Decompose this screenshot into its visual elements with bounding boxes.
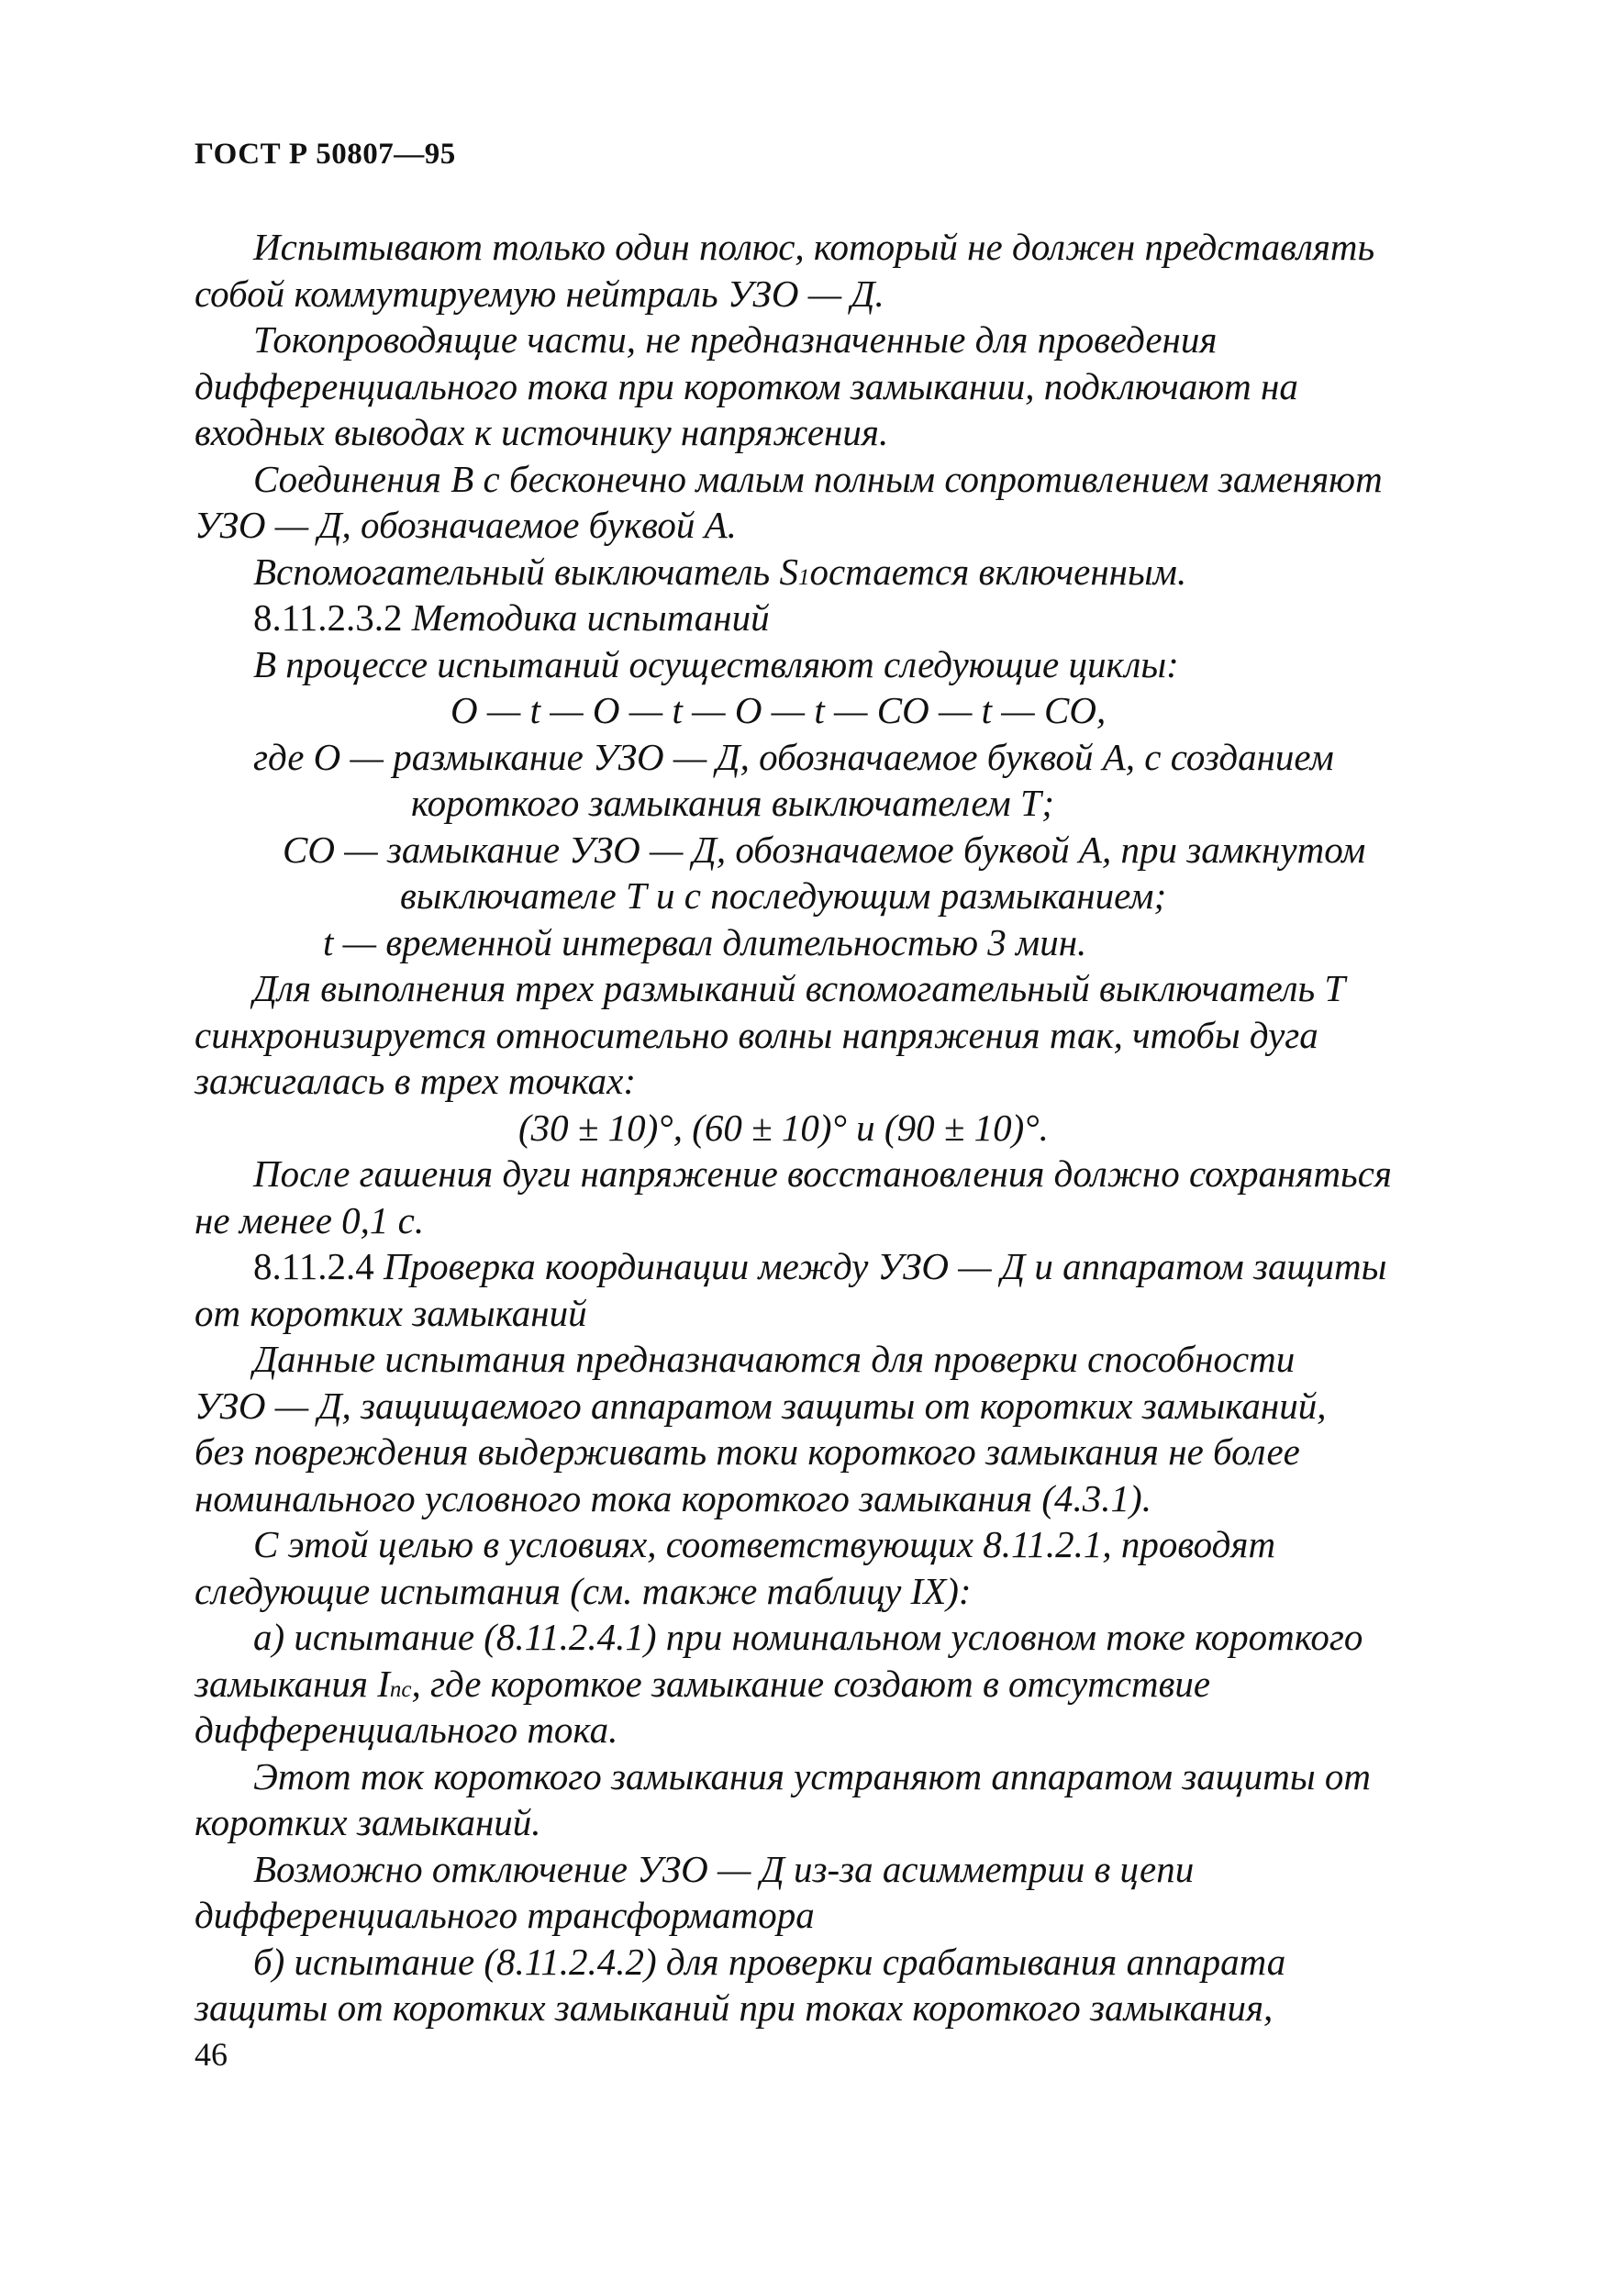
paragraph-3-line-1 <box>195 456 1470 503</box>
where-t-text: t — временной интервал длительностью 3 мин. <box>323 920 1087 963</box>
paragraph-4-prefix: Вспомогательный выключатель S <box>253 550 798 593</box>
paragraph-9-line-1 <box>195 1753 1470 1800</box>
where-t-line <box>195 919 1470 966</box>
item-a-text-3: дифференциального тока. <box>195 1708 618 1751</box>
paragraph-2-text-3: входных выводах к источнику напряжения. <box>195 411 889 453</box>
item-b-text-1: б) испытание (8.11.2.4.2) для проверки срабатывания аппарата <box>253 1940 1286 1983</box>
paragraph-5-line-3 <box>195 1058 1470 1105</box>
section-title: Методика испытаний <box>411 596 770 639</box>
item-a-line-2 <box>195 1661 1470 1708</box>
item-b-line-1 <box>195 1939 1470 1986</box>
where-o-line-2 <box>195 780 1470 827</box>
section-8-11-2-4-number: 8.11.2.4 <box>253 1245 374 1287</box>
paragraph-8-text-2: следующие испытания (см. также таблицу IX): <box>195 1569 972 1612</box>
paragraph-4-line-1 <box>195 549 1470 595</box>
paragraph-2-line-3 <box>195 409 1470 456</box>
document-body <box>195 224 1470 2031</box>
item-a-text-1: а) испытание (8.11.2.4.1) при номинальном условном токе короткого <box>253 1616 1363 1658</box>
paragraph-7-line-3 <box>195 1429 1470 1475</box>
paragraph-9-line-2 <box>195 1799 1470 1846</box>
section-number: 8.11.2.3.2 <box>253 596 403 639</box>
paragraph-10-line-2 <box>195 1892 1470 1939</box>
paragraph-1-text-1: Испытывают только один полюс, который не должен представлять <box>253 226 1375 268</box>
section-8-11-2-4-title-1: Проверка координации между УЗО — Д и аппаратом защиты <box>383 1245 1387 1287</box>
section-8-11-2-3-2-heading <box>195 595 1470 641</box>
section-8-11-2-4-heading-line-2 <box>195 1290 1470 1337</box>
paragraph-7-text-3: без повреждения выдерживать токи короткого замыкания не более <box>195 1430 1300 1473</box>
paragraph-9-text-2: коротких замыканий. <box>195 1801 541 1843</box>
item-a-suffix: , где короткое замыкание создают в отсутствие <box>411 1662 1211 1705</box>
cycle-formula: O — t — O — t — O — t — CO — t — CO, <box>450 689 1107 731</box>
paragraph-3-line-2 <box>195 502 1470 549</box>
paragraph-10-text-1: Возможно отключение УЗО — Д из-за асимметрии в цепи <box>253 1847 1195 1890</box>
paragraph-7-line-2 <box>195 1383 1470 1430</box>
where-o-line-1 <box>195 734 1470 781</box>
where-o-text-1: где O — размыкание УЗО — Д, обозначаемое буквой А, с созданием <box>253 735 1334 778</box>
paragraph-4-suffix: остается включенным. <box>809 550 1187 593</box>
paragraph-2-line-2 <box>195 363 1470 410</box>
angles-line <box>195 1105 1470 1152</box>
paragraph-6-text-2: не менее 0,1 с. <box>195 1198 425 1241</box>
paragraph-8-line-2 <box>195 1568 1470 1615</box>
angles-text: (30 ± 10)°, (60 ± 10)° и (90 ± 10)°. <box>518 1106 1049 1149</box>
standard-header: ГОСТ Р 50807—95 <box>195 138 456 171</box>
paragraph-8-line-1 <box>195 1521 1470 1568</box>
paragraph-2-text-1: Токопроводящие части, не предназначенные для проведения <box>253 318 1218 361</box>
page-number: 46 <box>195 2036 228 2073</box>
item-a-prefix: замыкания I <box>195 1662 390 1705</box>
paragraph-10-line-1 <box>195 1846 1470 1893</box>
paragraph-3-text-2: УЗО — Д, обозначаемое буквой А. <box>195 504 737 546</box>
item-a-subscript: nc <box>389 1676 412 1702</box>
where-o-text-2: короткого замыкания выключателем Т; <box>411 782 1054 824</box>
paragraph-7-line-1 <box>195 1336 1470 1383</box>
paragraph-4-subscript: 1 <box>797 564 810 590</box>
paragraph-2-line-1 <box>195 317 1470 363</box>
item-a-line-1 <box>195 1614 1470 1661</box>
paragraph-5-text-2: синхронизируется относительно волны напряжения так, чтобы дуга <box>195 1013 1318 1056</box>
item-b-line-2 <box>195 1985 1470 2031</box>
section-8-11-2-4-heading-line-1 <box>195 1243 1470 1290</box>
paragraph-7-text-4: номинального условного тока короткого замыкания (4.3.1). <box>195 1476 1151 1519</box>
where-co-text-2: выключателе Т и с последующим размыканием; <box>400 874 1167 917</box>
paragraph-1-line-2 <box>195 271 1470 317</box>
item-b-text-2: защиты от коротких замыканий при токах короткого замыкания, <box>195 1986 1274 2029</box>
where-co-text-1: CO — замыкание УЗО — Д, обозначаемое буквой А, при замкнутом <box>283 828 1366 871</box>
paragraph-5-line-2 <box>195 1012 1470 1059</box>
cycle-intro-text: В процессе испытаний осуществляют следующие циклы: <box>253 642 1179 685</box>
paragraph-2-text-2: дифференциального тока при коротком замыкании, подключают на <box>195 364 1298 407</box>
paragraph-9-text-1: Этот ток короткого замыкания устраняют аппаратом защиты от <box>253 1754 1371 1797</box>
cycle-formula-line <box>195 687 1470 734</box>
paragraph-5-text-3: зажигалась в трех точках: <box>195 1060 636 1102</box>
paragraph-5-line-1 <box>195 965 1470 1012</box>
paragraph-8-text-1: С этой целью в условиях, соответствующих 8.11.2.1, проводят <box>253 1523 1276 1565</box>
paragraph-7-text-1: Данные испытания предназначаются для проверки способности <box>253 1338 1296 1380</box>
paragraph-7-text-2: УЗО — Д, защищаемого аппаратом защиты от коротких замыканий, <box>195 1384 1327 1427</box>
paragraph-3-text-1: Соединения В с бесконечно малым полным сопротивлением заменяют <box>253 457 1383 500</box>
cycle-intro-line <box>195 641 1470 688</box>
paragraph-6-line-2 <box>195 1197 1470 1244</box>
paragraph-6-line-1 <box>195 1151 1470 1197</box>
paragraph-7-line-4 <box>195 1475 1470 1522</box>
paragraph-1-text-2: собой коммутируемую нейтраль УЗО — Д. <box>195 272 884 315</box>
paragraph-1-line-1 <box>195 224 1470 271</box>
paragraph-5-text-1: Для выполнения трех размыканий вспомогательный выключатель Т <box>253 967 1346 1009</box>
item-a-line-3 <box>195 1707 1470 1753</box>
paragraph-10-text-2: дифференциального трансформатора <box>195 1894 815 1936</box>
paragraph-6-text-1: После гашения дуги напряжение восстановления должно сохраняться <box>253 1152 1392 1195</box>
section-8-11-2-4-title-2: от коротких замыканий <box>195 1291 587 1334</box>
where-co-line-1 <box>195 827 1470 873</box>
where-co-line-2 <box>195 873 1470 919</box>
